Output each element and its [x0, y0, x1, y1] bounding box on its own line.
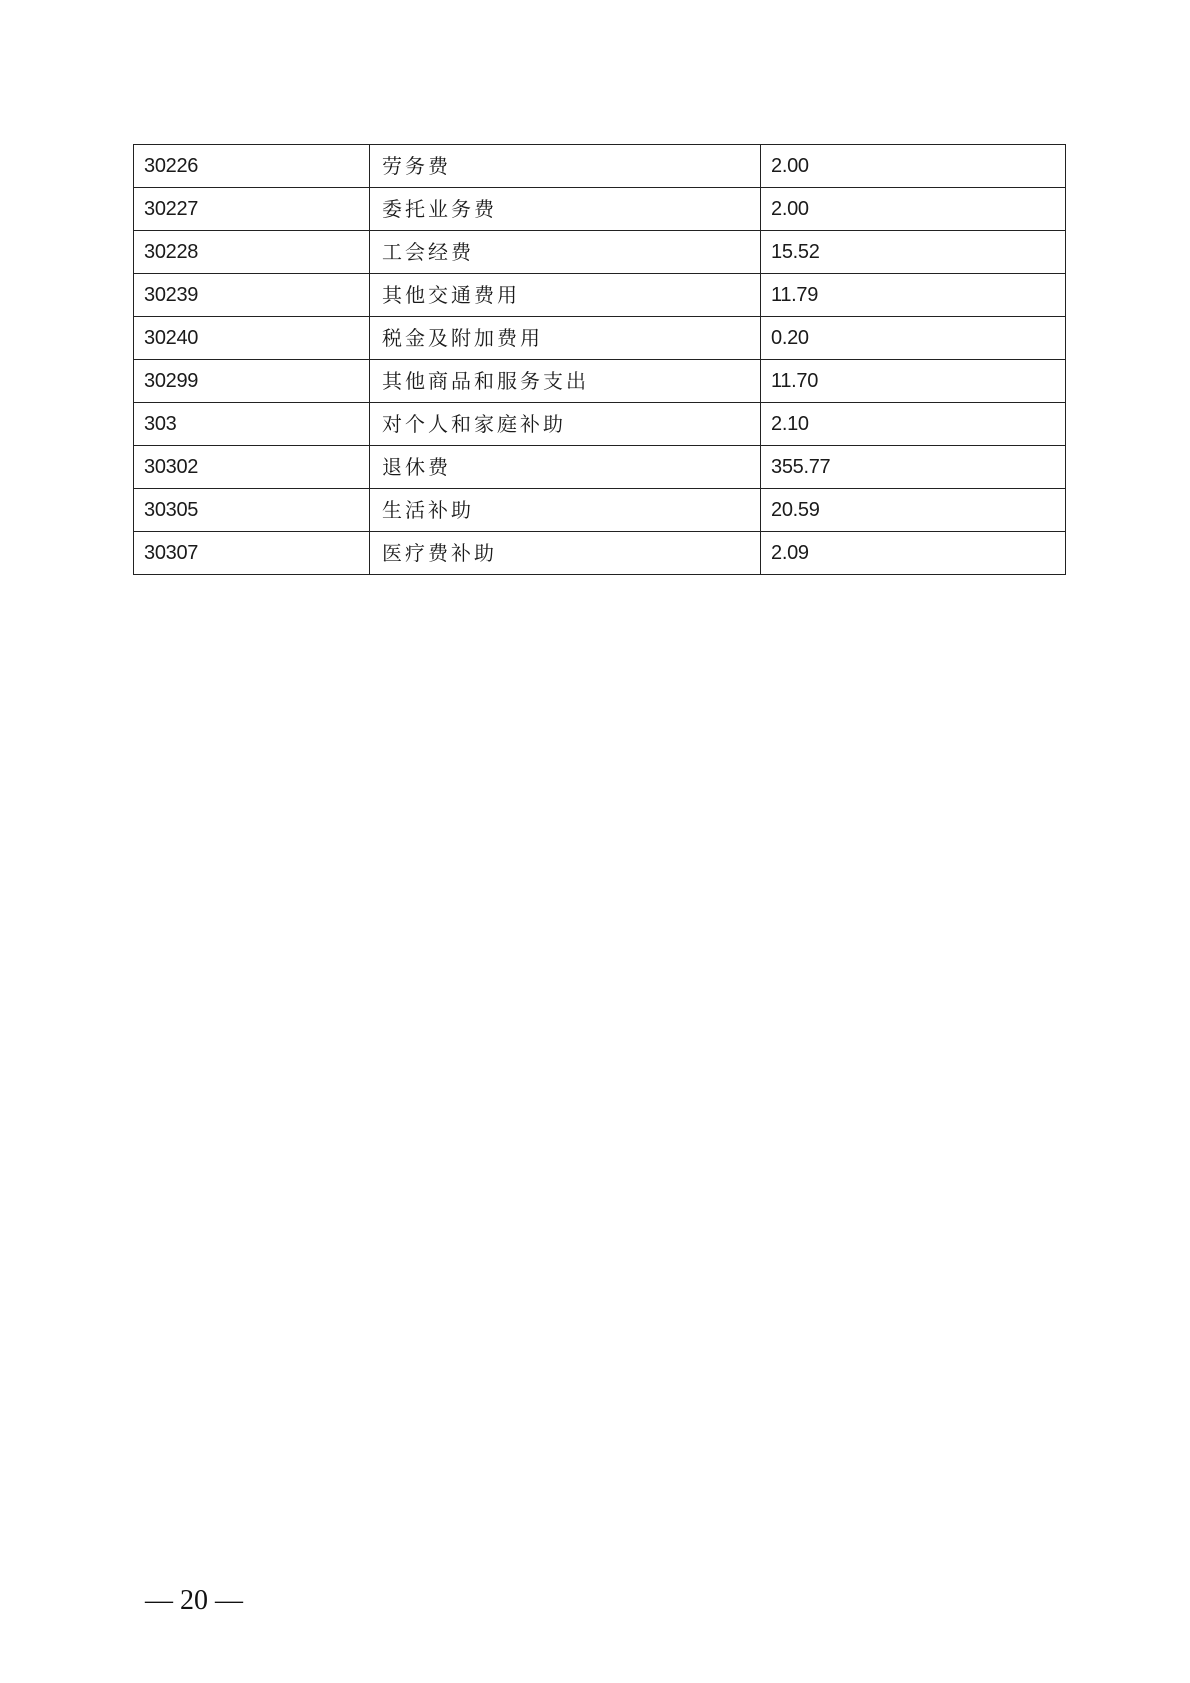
cell-amount: 0.20 [761, 317, 1066, 360]
cell-amount: 355.77 [761, 446, 1066, 489]
cell-code: 303 [134, 403, 370, 446]
cell-amount: 15.52 [761, 231, 1066, 274]
budget-table-body [134, 145, 1066, 575]
cell-code: 30302 [134, 446, 370, 489]
table-row [134, 188, 1066, 231]
cell-name: 劳务费 [370, 145, 761, 188]
cell-name: 退休费 [370, 446, 761, 489]
cell-amount: 2.10 [761, 403, 1066, 446]
cell-name: 工会经费 [370, 231, 761, 274]
cell-amount: 2.00 [761, 188, 1066, 231]
cell-name: 其他商品和服务支出 [370, 360, 761, 403]
cell-name: 税金及附加费用 [370, 317, 761, 360]
cell-amount: 20.59 [761, 489, 1066, 532]
cell-code: 30299 [134, 360, 370, 403]
cell-name: 医疗费补助 [370, 532, 761, 575]
table-row [134, 446, 1066, 489]
cell-amount: 11.79 [761, 274, 1066, 317]
cell-code: 30226 [134, 145, 370, 188]
table-row [134, 317, 1066, 360]
budget-table [133, 144, 1066, 575]
table-row [134, 274, 1066, 317]
table-row [134, 403, 1066, 446]
cell-name: 其他交通费用 [370, 274, 761, 317]
page-number: — 20 — [145, 1585, 243, 1616]
cell-code: 30228 [134, 231, 370, 274]
cell-code: 30227 [134, 188, 370, 231]
cell-code: 30239 [134, 274, 370, 317]
table-row [134, 145, 1066, 188]
table-row [134, 489, 1066, 532]
cell-amount: 11.70 [761, 360, 1066, 403]
cell-amount: 2.00 [761, 145, 1066, 188]
cell-name: 对个人和家庭补助 [370, 403, 761, 446]
cell-code: 30307 [134, 532, 370, 575]
cell-amount: 2.09 [761, 532, 1066, 575]
table-row [134, 532, 1066, 575]
table-row [134, 360, 1066, 403]
cell-code: 30240 [134, 317, 370, 360]
cell-name: 委托业务费 [370, 188, 761, 231]
cell-name: 生活补助 [370, 489, 761, 532]
cell-code: 30305 [134, 489, 370, 532]
table-row [134, 231, 1066, 274]
